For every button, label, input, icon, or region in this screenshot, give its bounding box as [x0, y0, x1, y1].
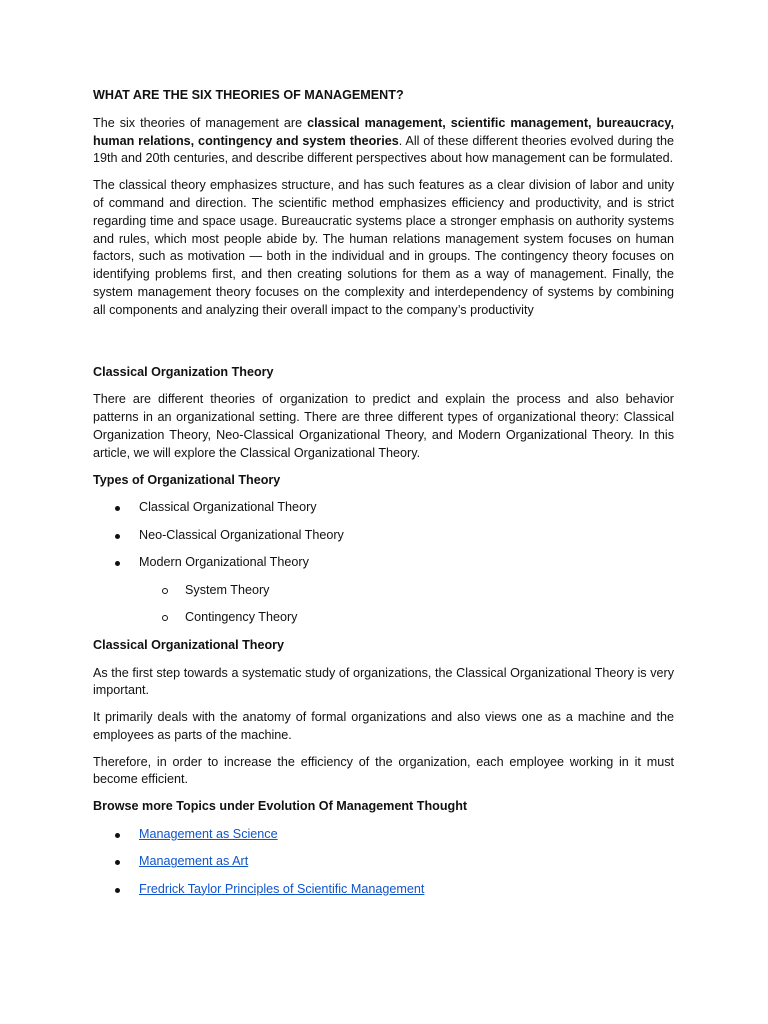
sub-list-item: Contingency Theory: [93, 609, 674, 627]
browse-links-list: [93, 826, 674, 899]
classical-organization-paragraph: There are different theories of organization to predict and explain the process and also behavior patterns in an organizational setting. There are three different types of organizational theory: Classical Organization Theory, Neo-Classical Organizational Theory, and Modern Organizational Theory. In this article, we will explore the Classical Organizational Theory.: [93, 392, 674, 460]
list-item: [93, 881, 674, 899]
intro-lead: The six theories of management are: [93, 115, 308, 130]
section-heading-browse: Browse more Topics under Evolution Of Management Thought: [93, 799, 468, 814]
intro-paragraph: [93, 115, 674, 168]
page-title: WHAT ARE THE SIX THEORIES OF MANAGEMENT?: [93, 88, 404, 102]
classical-paragraph-2: It primarily deals with the anatomy of formal organizations and also views one as a machine and the employees as parts of the machine.: [93, 710, 674, 742]
types-list: [93, 499, 674, 626]
spacer: [93, 329, 674, 364]
section-heading-types: Types of Organizational Theory: [93, 472, 281, 487]
list-item: [93, 853, 674, 871]
classical-paragraph-3: Therefore, in order to increase the efficiency of the organization, each employee working in it must become efficient.: [93, 754, 674, 787]
classical-paragraph-1: As the first step towards a systematic study of organizations, the Classical Organizational Theory is very important.: [93, 665, 674, 698]
link-management-as-art[interactable]: Management as Art: [139, 854, 249, 869]
intro-bold-theories: classical management, scientific management, bureaucracy, human relations, contingency and system theories: [93, 115, 674, 148]
list-item: Modern Organizational Theory: [93, 554, 674, 572]
section-heading-classical-organizational-theory: Classical Organizational Theory: [93, 637, 285, 652]
list-item: [93, 826, 674, 844]
document-page: [93, 87, 674, 909]
sub-list-item: System Theory: [93, 582, 674, 600]
intro-tail: . All of these different theories evolved during the 19th and 20th centuries, and describe different perspectives about how management can be formulated.: [93, 133, 674, 166]
theories-summary-paragraph: The classical theory emphasizes structure, and has such features as a clear division of labor and unity of command and direction. The scientific method emphasizes efficiency and productivity, and is strict regarding time and space usage. Bureaucratic systems place a stronger emphasis on authority systems and rules, which most people abide by. The human relations management system focuses on human factors, such as motivation — both in the individual and in groups. The contingency theory focuses on identifying problems first, and then creating solutions for them as a way of management. Finally, the system management theory focuses on the complexity and interdependency of systems by combining all components and analyzing their overall impact to the company’s productivity: [93, 178, 674, 317]
list-item: Classical Organizational Theory: [93, 499, 674, 517]
link-management-as-science[interactable]: Management as Science: [139, 827, 278, 842]
list-item: Neo-Classical Organizational Theory: [93, 527, 674, 545]
section-heading-classical-organization-theory: Classical Organization Theory: [93, 364, 274, 379]
link-taylor-principles[interactable]: Fredrick Taylor Principles of Scientific Management: [139, 881, 425, 896]
